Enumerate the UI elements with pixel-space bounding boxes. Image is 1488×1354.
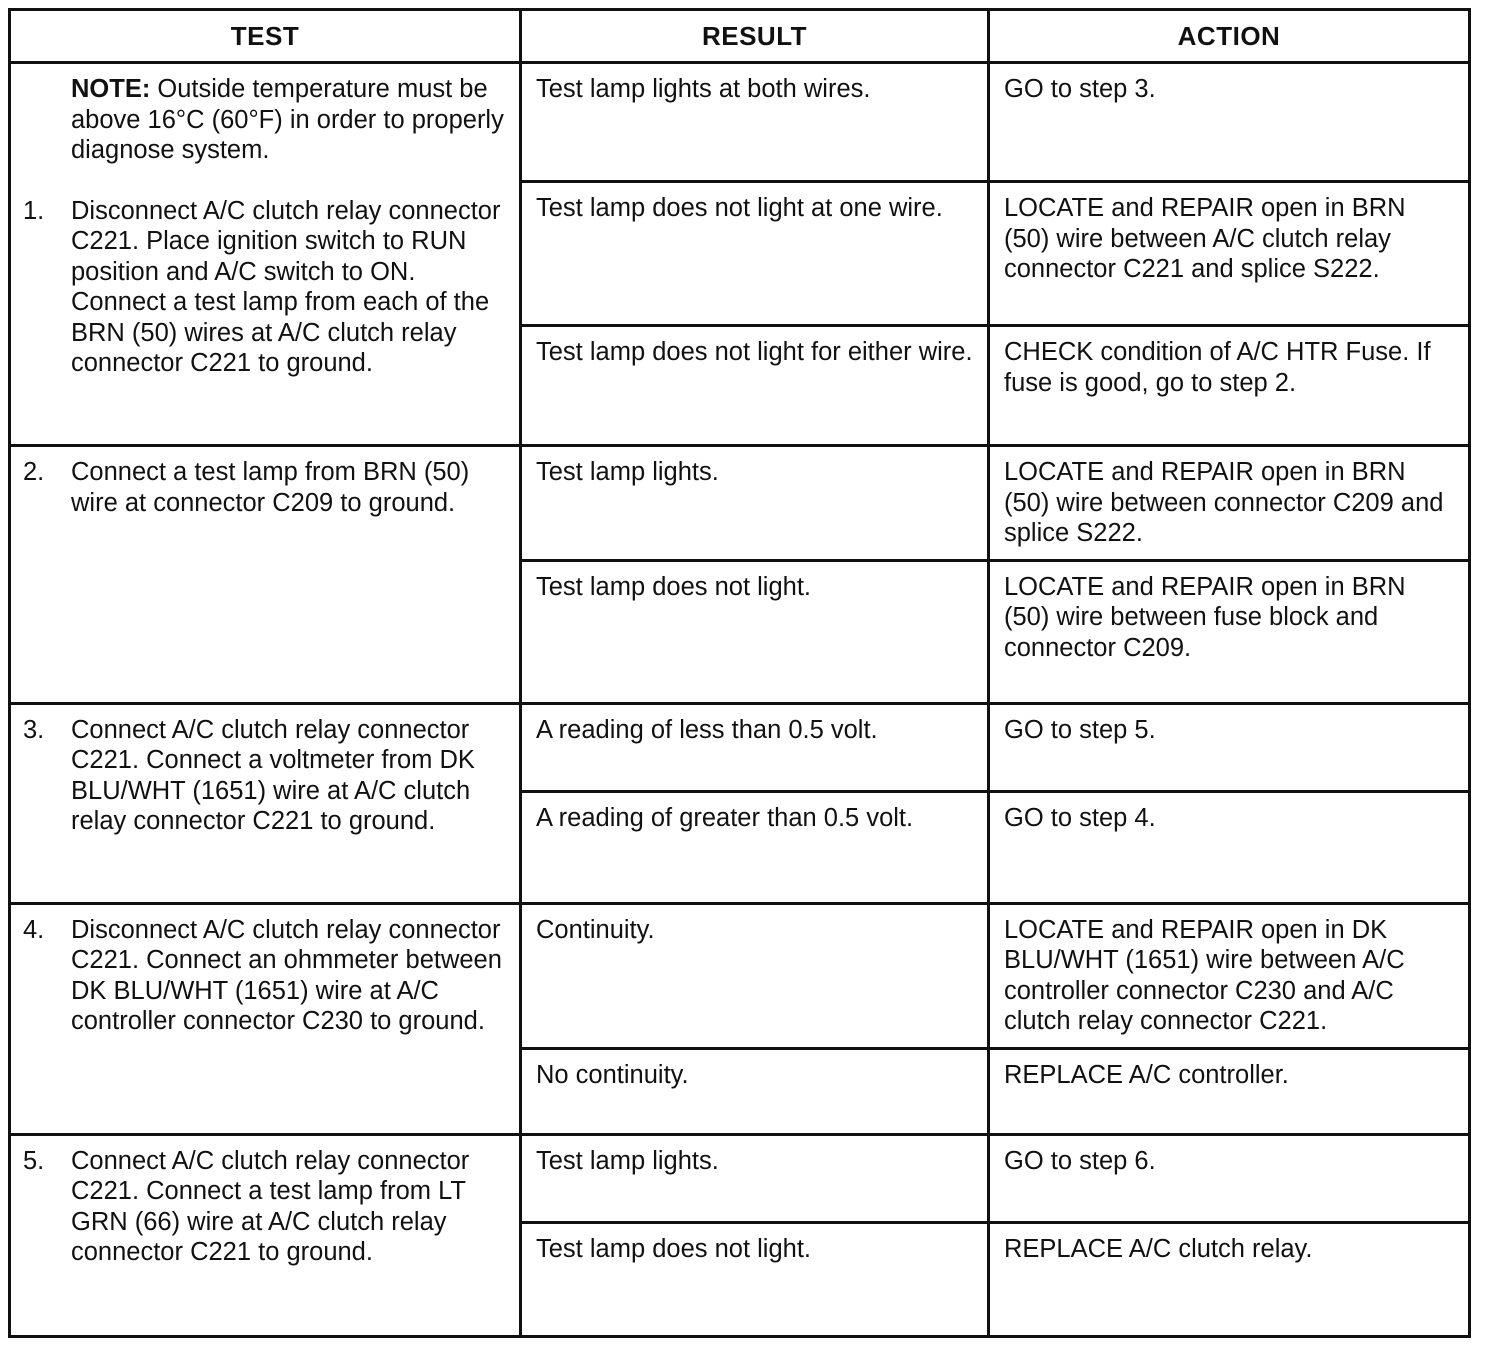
- result-cell: [521, 326, 989, 446]
- step-number: 3.: [23, 715, 45, 744]
- step-number: 5.: [23, 1146, 45, 1175]
- action-text: LOCATE and REPAIR open in DK BLU/WHT (1651) wire between A/C controller connector C230 and A/C clutch relay connector C221.: [1004, 915, 1405, 1035]
- result-text: Test lamp does not light for either wire.: [536, 338, 973, 366]
- action-cell: [989, 560, 1470, 703]
- result-text: No continuity.: [536, 1060, 689, 1089]
- result-cell: [521, 903, 989, 1048]
- action-text: GO to step 5.: [1004, 715, 1156, 744]
- action-text: LOCATE and REPAIR open in BRN (50) wire between connector C209 and splice S222.: [1004, 458, 1444, 547]
- test-cell-step-5: [10, 1134, 521, 1336]
- action-text: REPLACE A/C clutch relay.: [1004, 1234, 1313, 1263]
- result-cell: [521, 446, 989, 561]
- diagnostic-table: [8, 8, 1471, 1338]
- result-text: Test lamp does not light.: [536, 572, 811, 601]
- action-cell: [989, 326, 1470, 446]
- result-cell: [521, 703, 989, 791]
- table-row: [10, 63, 1470, 182]
- result-text: Test lamp lights at both wires.: [536, 75, 871, 103]
- action-text: REPLACE A/C controller.: [1004, 1060, 1289, 1089]
- action-text: GO to step 3.: [1004, 75, 1156, 103]
- action-cell: [989, 1134, 1470, 1222]
- result-cell: [521, 791, 989, 903]
- step-number: 1.: [23, 196, 45, 225]
- action-text: CHECK condition of A/C HTR Fuse. If fuse is good, go to step 2.: [1004, 338, 1431, 397]
- step-test-text: Disconnect A/C clutch relay connector C221. Connect an ohmmeter between DK BLU/WHT (1651) wire at A/C controller connector C230 to ground.: [71, 915, 502, 1035]
- action-cell: [989, 791, 1470, 903]
- table-row: [10, 703, 1470, 791]
- step-number: 4.: [23, 915, 45, 944]
- result-text: Test lamp does not light.: [536, 1234, 811, 1263]
- action-cell: [989, 182, 1470, 326]
- result-cell: [521, 1048, 989, 1134]
- result-cell: [521, 182, 989, 326]
- note: [23, 74, 507, 166]
- result-cell: [521, 63, 989, 182]
- action-cell: [989, 63, 1470, 182]
- result-cell: [521, 560, 989, 703]
- step-test-text: Disconnect A/C clutch relay connector C221. Place ignition switch to RUN position and A/C switch to ON. Connect a test lamp from each of the BRN (50) wires at A/C clutch relay connector C221 to ground.: [71, 196, 501, 377]
- step-test-text: Connect a test lamp from BRN (50) wire at connector C209 to ground.: [71, 458, 470, 517]
- step-test-text: Connect A/C clutch relay connector C221. Connect a voltmeter from DK BLU/WHT (1651) wire at A/C clutch relay connector C221 to ground.: [71, 715, 475, 835]
- step-number: 2.: [23, 458, 45, 486]
- table-row: [10, 446, 1470, 561]
- result-text: A reading of less than 0.5 volt.: [536, 715, 878, 744]
- action-cell: [989, 1222, 1470, 1336]
- test-cell-step-4: [10, 903, 521, 1134]
- result-text: Test lamp lights.: [536, 1146, 719, 1175]
- action-text: LOCATE and REPAIR open in BRN (50) wire between A/C clutch relay connector C221 and splice S222.: [1004, 194, 1406, 283]
- result-text: Continuity.: [536, 915, 655, 944]
- header-action: ACTION: [989, 10, 1470, 63]
- note-label: NOTE:: [71, 75, 151, 103]
- action-cell: [989, 703, 1470, 791]
- table-row: [10, 903, 1470, 1048]
- action-text: GO to step 4.: [1004, 803, 1156, 832]
- result-cell: [521, 1222, 989, 1336]
- step-test-text: Connect A/C clutch relay connector C221. Connect a test lamp from LT GRN (66) wire at A/C clutch relay connector C221 to ground.: [71, 1146, 470, 1266]
- action-cell: [989, 903, 1470, 1048]
- result-cell: [521, 1134, 989, 1222]
- result-text: Test lamp does not light at one wire.: [536, 194, 943, 222]
- test-cell-step-3: [10, 703, 521, 903]
- header-test: TEST: [10, 10, 521, 63]
- result-text: Test lamp lights.: [536, 458, 719, 486]
- test-cell-step-2: [10, 446, 521, 704]
- test-cell-step-1: [10, 63, 521, 446]
- action-cell: [989, 1048, 1470, 1134]
- table-row: [10, 1134, 1470, 1222]
- action-cell: [989, 446, 1470, 561]
- table-header-row: [10, 10, 1470, 63]
- action-text: GO to step 6.: [1004, 1146, 1156, 1175]
- note-text: Outside temperature must be above 16°C (60°F) in order to properly diagnose system.: [71, 75, 504, 164]
- action-text: LOCATE and REPAIR open in BRN (50) wire between fuse block and connector C209.: [1004, 572, 1406, 662]
- header-result: RESULT: [521, 10, 989, 63]
- result-text: A reading of greater than 0.5 volt.: [536, 803, 914, 832]
